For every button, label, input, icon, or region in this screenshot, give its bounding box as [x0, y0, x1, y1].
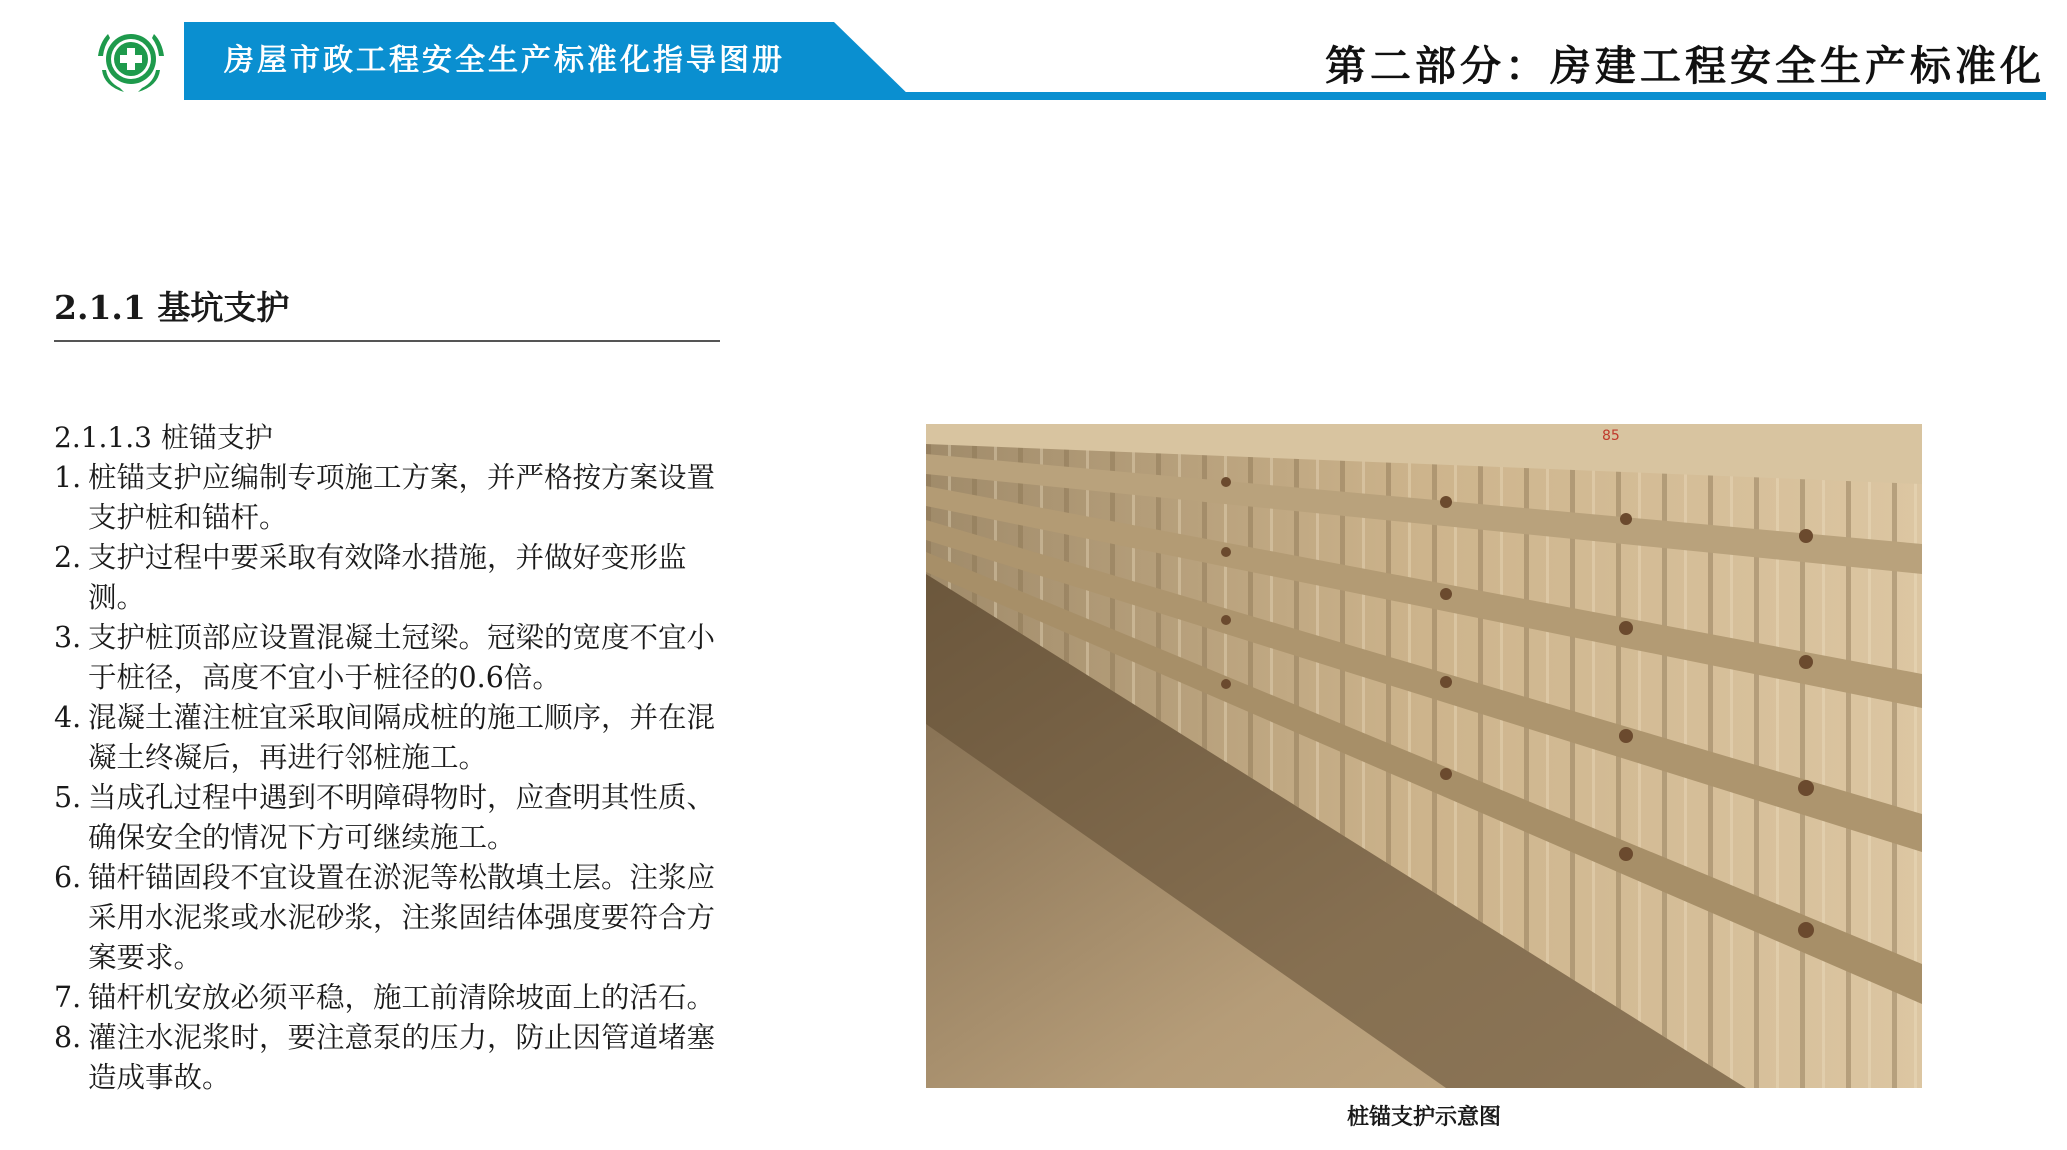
rule-text: 支护桩顶部应设置混凝土冠梁。冠梁的宽度不宜小于桩径，高度不宜小于桩径的0.6倍。 — [88, 621, 716, 694]
rule-number: 5. — [54, 781, 82, 814]
rule-text: 混凝土灌注桩宜采取间隔成桩的施工顺序，并在混凝土终凝后，再进行邻桩施工。 — [88, 701, 716, 774]
rule-item — [54, 978, 734, 1018]
rule-number: 6. — [54, 861, 82, 894]
rule-item — [54, 1018, 734, 1098]
rule-item — [54, 458, 734, 538]
part-title: 第二部分：房建工程安全生产标准化 — [1325, 42, 2045, 90]
rule-number: 8. — [54, 1021, 82, 1054]
pile-anchor-photo — [926, 424, 1922, 1088]
rule-number: 7. — [54, 981, 82, 1014]
rule-text: 灌注水泥浆时，要注意泵的压力，防止因管道堵塞造成事故。 — [88, 1021, 716, 1094]
subsection-heading: 2.1.1.3 桩锚支护 — [54, 421, 273, 454]
rule-text: 锚杆锚固段不宜设置在淤泥等松散填土层。注浆应采用水泥浆或水泥砂浆，注浆固结体强度要符合方案要求。 — [88, 861, 716, 974]
pile-number-label: 85 — [1602, 428, 1620, 444]
section-divider — [54, 340, 720, 342]
rule-number: 2. — [54, 541, 82, 574]
rule-number: 4. — [54, 701, 82, 734]
rule-text: 支护过程中要采取有效降水措施，并做好变形监测。 — [88, 541, 687, 614]
green-cross-emblem-icon — [94, 22, 168, 96]
rule-item — [54, 538, 734, 618]
rule-text: 当成孔过程中遇到不明障碍物时，应查明其性质、确保安全的情况下方可继续施工。 — [88, 781, 716, 854]
banner-title: 房屋市政工程安全生产标准化指导图册 — [224, 43, 785, 78]
rule-item — [54, 698, 734, 778]
rule-number: 1. — [54, 461, 82, 494]
rule-text: 桩锚支护应编制专项施工方案，并严格按方案设置支护桩和锚杆。 — [88, 461, 716, 534]
rule-text: 锚杆机安放必须平稳，施工前清除坡面上的活石。 — [88, 981, 716, 1014]
header-rule — [900, 92, 2046, 100]
photo-caption: 桩锚支护示意图 — [1346, 1104, 1501, 1130]
rule-number: 3. — [54, 621, 82, 654]
section-heading: 2.1.1 基坑支护 — [54, 288, 290, 327]
rule-item — [54, 858, 734, 978]
rule-item — [54, 778, 734, 858]
rule-item — [54, 618, 734, 698]
rules-list — [54, 458, 734, 1098]
